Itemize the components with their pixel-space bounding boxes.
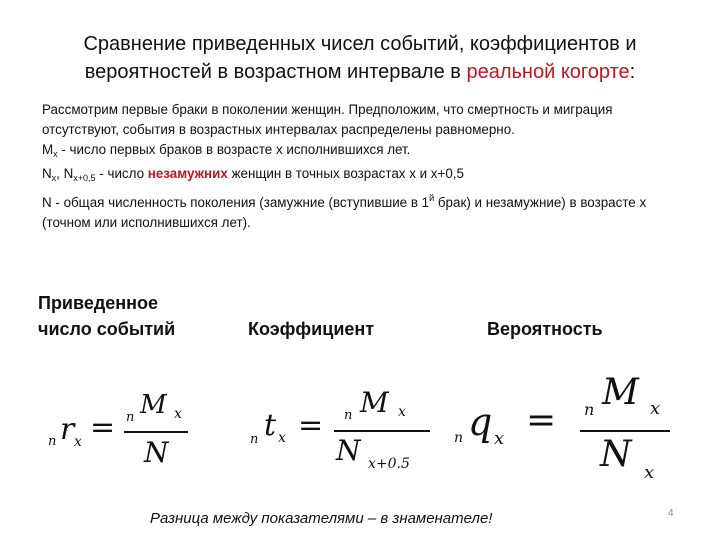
m-definition: [42, 140, 682, 164]
title-line-2-prefix: вероятностей в возрастном интервале в: [84, 61, 467, 83]
column-header-events: [38, 290, 175, 342]
formula-coefficient: [248, 380, 438, 490]
column-header-events-line-2: число событий: [38, 319, 176, 339]
formula-events-equals: =: [90, 410, 116, 445]
formula-probability-fraction-bar: [580, 430, 670, 432]
n-subscript-2: x+0,5: [73, 173, 96, 183]
body-text: [42, 100, 682, 233]
title-line-2-suffix: :: [629, 61, 636, 83]
formula-coefficient-num-prefix: n: [344, 408, 353, 423]
page-number: 4: [668, 508, 674, 519]
formula-probability-num-subscript: x: [650, 398, 661, 419]
n-text-b: женщин в точных возрастах х и х+0,5: [227, 166, 464, 181]
formula-coefficient-left-subscript: x: [278, 430, 286, 446]
formula-coefficient-den-subscript: x+0.5: [368, 456, 410, 472]
formula-probability-left-symbol: q: [468, 400, 493, 444]
footer-note: Разница между показателями – в знаменателе!: [150, 510, 493, 527]
formula-events-den-symbol: N: [144, 436, 169, 469]
formula-coefficient-left-prefix: n: [250, 432, 259, 447]
formula-coefficient-equals: =: [298, 408, 324, 443]
intro-paragraph: Рассмотрим первые браки в поколении женщин. Предположим, что смертность и миграция отсутствуют, события в возрастных интервалах распределены равномерно.: [42, 102, 613, 137]
formula-coefficient-fraction-bar: [334, 430, 430, 432]
total-text-b: брак) и незамужние) в возрасте х (точном или исполнившихся лет).: [42, 195, 647, 230]
formula-events-num-symbol: M: [140, 390, 167, 420]
formula-events-left-subscript: x: [74, 434, 82, 450]
formula-probability: [448, 370, 678, 490]
slide-title: [40, 30, 680, 86]
m-symbol: M: [42, 142, 54, 157]
title-line-1: Сравнение приведенных чисел событий, коэффициентов и: [83, 33, 637, 55]
m-subscript: x: [53, 149, 58, 159]
n-symbol-1: N: [42, 166, 52, 181]
n-text-a: - число: [95, 166, 148, 181]
formula-events-fraction-bar: [124, 431, 188, 433]
formula-events-num-prefix: n: [126, 410, 135, 425]
formula-events-left-symbol: r: [60, 412, 75, 447]
formula-probability-equals: =: [526, 400, 557, 441]
formula-probability-num-prefix: n: [584, 400, 595, 419]
formula-events-num-subscript: x: [174, 406, 182, 422]
formula-probability-den-symbol: N: [600, 434, 632, 475]
n-definition: [42, 164, 682, 188]
column-header-events-line-1: Приведенное: [38, 293, 159, 313]
total-definition: [42, 188, 682, 233]
m-text: - число первых браков в возрасте х исполнившихся лет.: [57, 142, 411, 157]
title-highlight: реальной когорте: [466, 61, 630, 83]
column-header-coefficient: Коэффициент: [248, 319, 375, 339]
formula-probability-left-prefix: n: [454, 430, 464, 446]
total-text-a: N - общая численность поколения (замужние (вступившие в 1: [42, 195, 430, 210]
formula-coefficient-left-symbol: t: [264, 408, 277, 443]
formula-events-left-prefix: n: [48, 434, 57, 449]
title-line-2: [40, 58, 680, 86]
n-highlight: незамужних: [147, 166, 228, 181]
total-superscript: й: [429, 193, 435, 203]
formula-coefficient-num-symbol: M: [360, 386, 389, 419]
column-header-probability: Вероятность: [487, 319, 603, 339]
formula-events: [40, 380, 220, 480]
n-subscript-1: x: [51, 173, 57, 183]
formula-coefficient-den-symbol: N: [336, 434, 361, 467]
formula-probability-left-subscript: x: [494, 428, 505, 449]
formula-probability-num-symbol: M: [602, 372, 639, 413]
n-comma: , N: [56, 166, 74, 181]
formula-probability-den-subscript: x: [644, 462, 655, 483]
formula-coefficient-num-subscript: x: [398, 404, 406, 420]
